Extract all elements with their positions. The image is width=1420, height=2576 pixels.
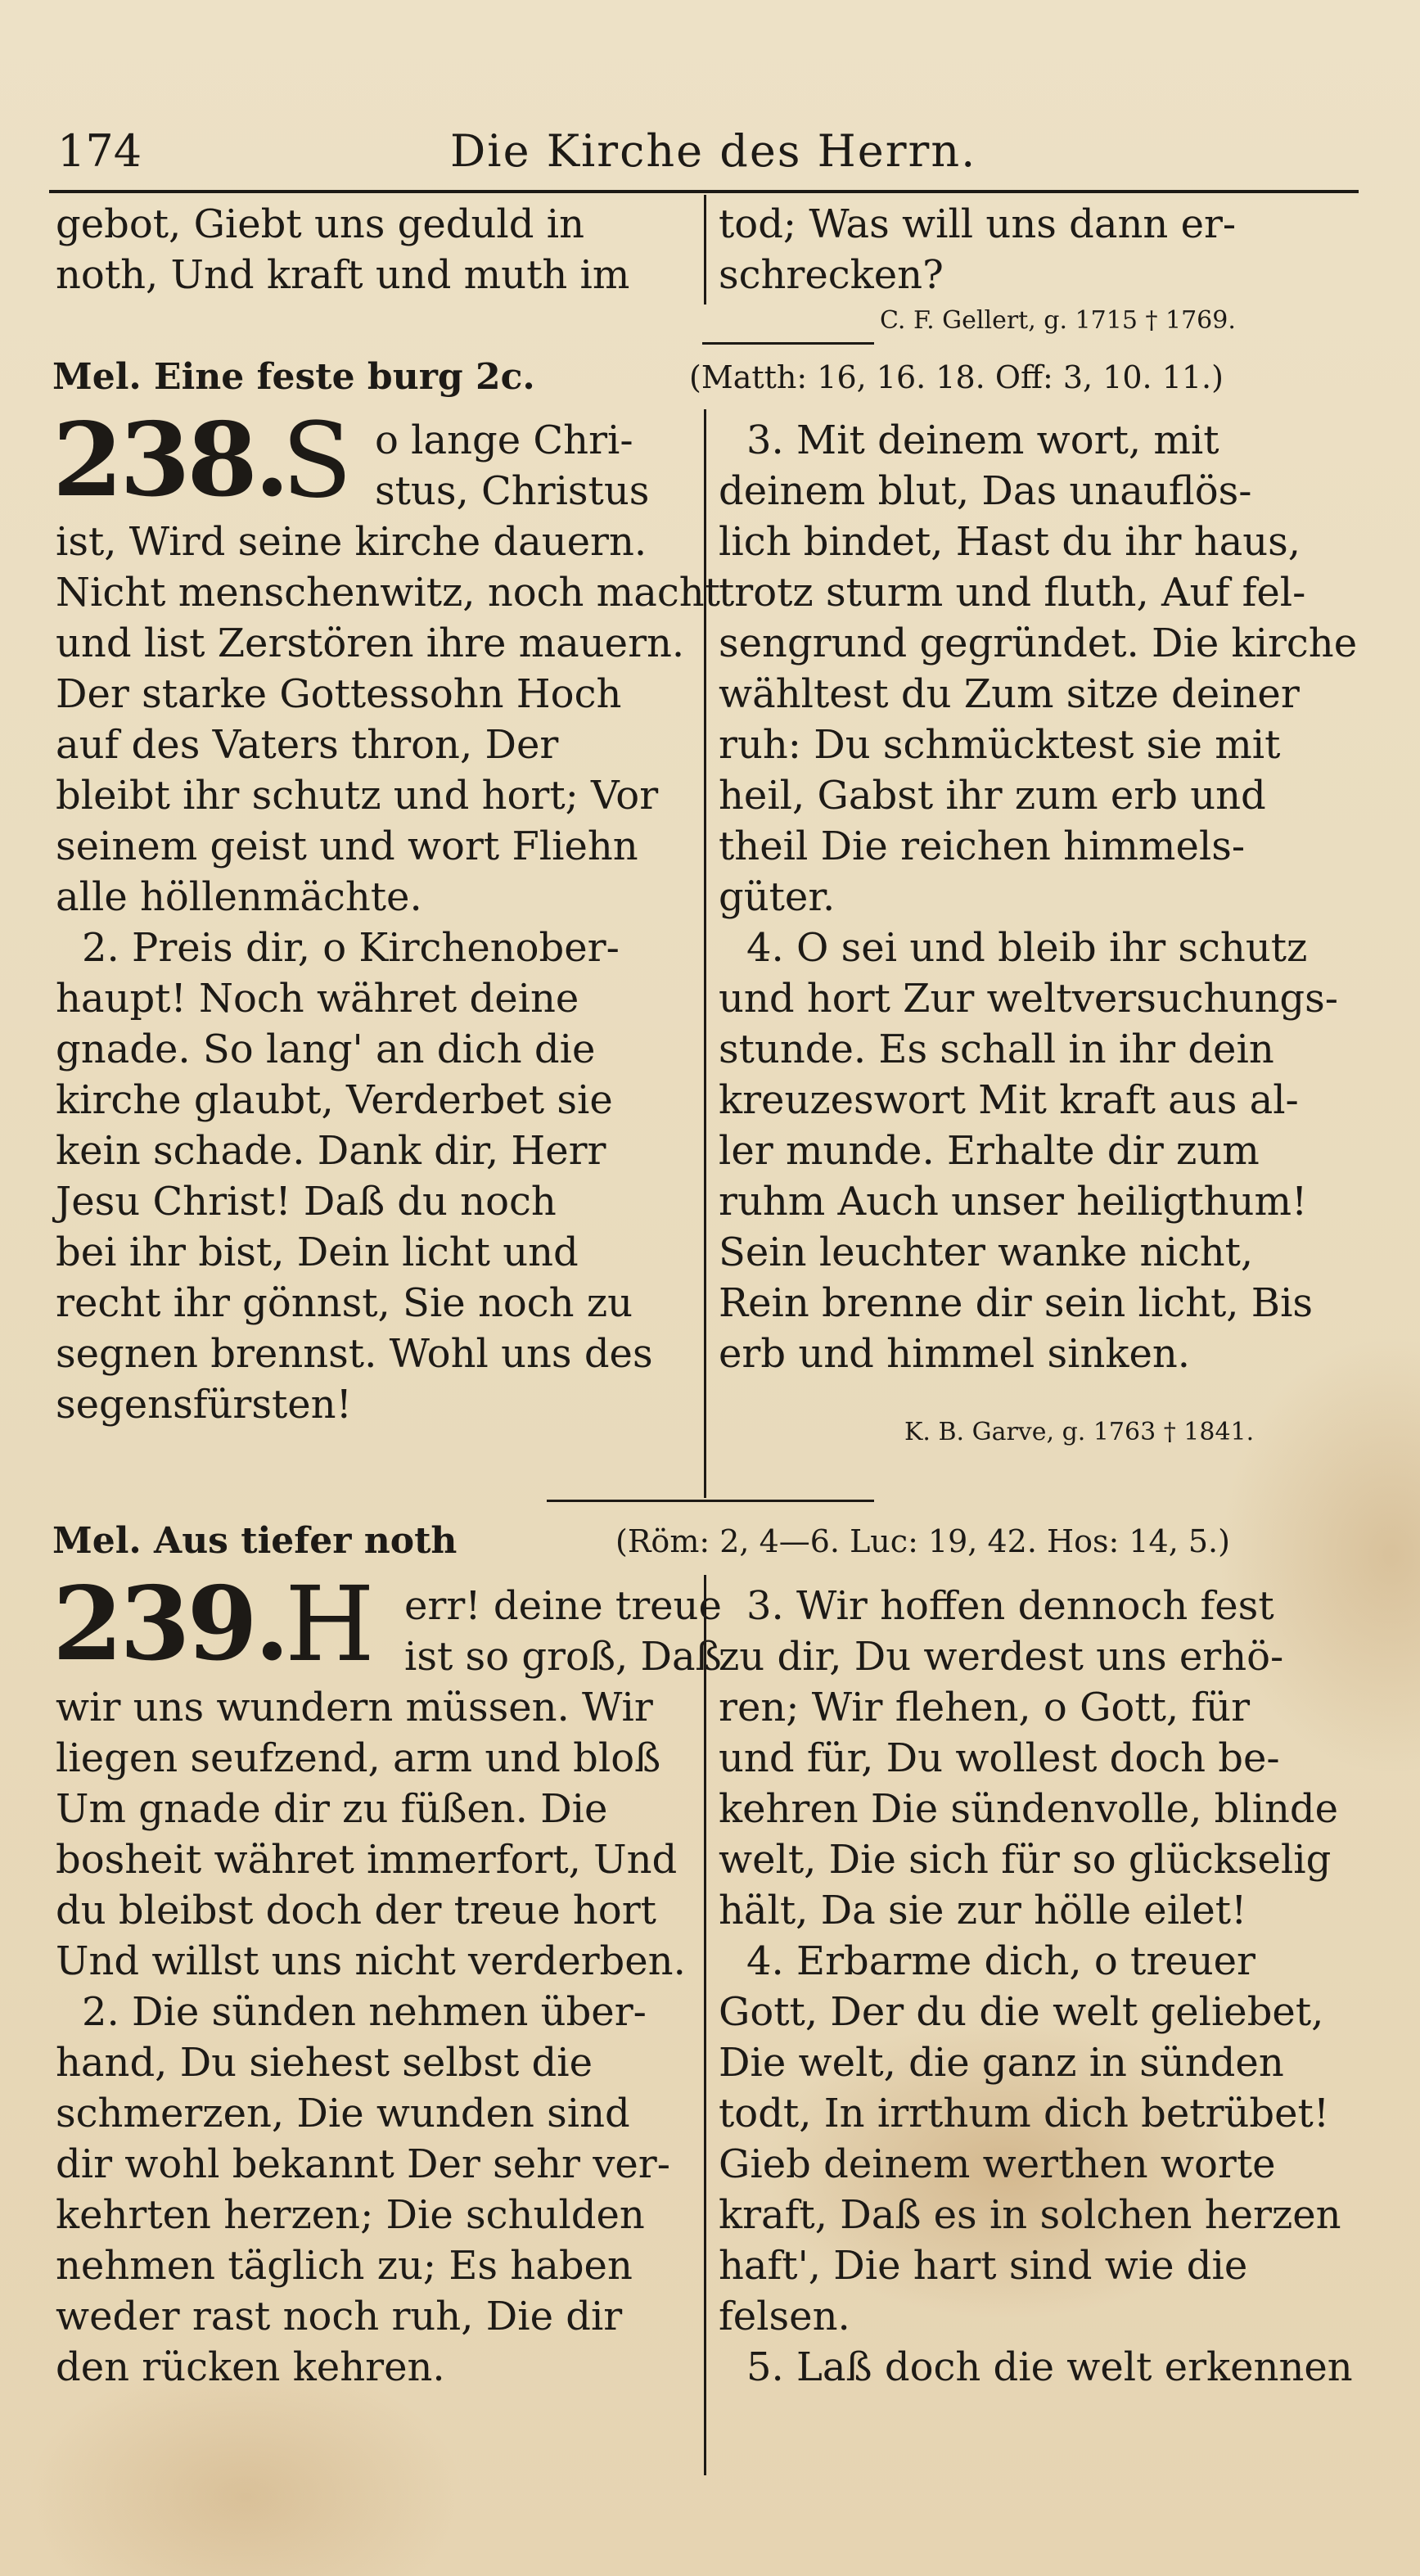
verse-line: Die welt, die ganz in sünden — [719, 2040, 1284, 2086]
verse-line: sengrund gegründet. Die kirche — [719, 620, 1358, 666]
verse-line: segensfürsten! — [56, 1382, 352, 1428]
verse-line: weder rast noch ruh, Die dir — [56, 2294, 623, 2339]
verse-line: bosheit währet immerfort, Und — [56, 1837, 678, 1883]
verse-line: recht ihr gönnst, Sie noch zu — [56, 1280, 633, 1326]
verse-line: 3. Mit deinem wort, mit — [746, 417, 1219, 463]
verse-line: o lange Chri- — [375, 417, 633, 463]
verse-line: ren; Wir flehen, o Gott, für — [719, 1685, 1251, 1730]
verse-line: ruhm Auch unser heiligthum! — [719, 1179, 1308, 1225]
verse-line: seinem geist und wort Fliehn — [56, 823, 638, 869]
verse-line: liegen seufzend, arm und bloß — [56, 1735, 661, 1781]
column-divider — [704, 195, 706, 305]
melody-indication: Mel. Eine feste burg 2c. — [52, 356, 535, 398]
verse-line: trotz sturm und fluth, Auf fel- — [719, 570, 1306, 616]
hymn-number: 238. — [52, 401, 287, 520]
verse-line: wir uns wundern müssen. Wir — [56, 1685, 653, 1730]
verse-line: auf des Vaters thron, Der — [56, 722, 559, 768]
verse-line: Und willst uns nicht verderben. — [56, 1938, 686, 1984]
verse-line: felsen. — [719, 2294, 850, 2339]
verse-line: Nicht menschenwitz, noch macht — [56, 570, 720, 616]
verse-line: Gott, Der du die welt geliebet, — [719, 1989, 1324, 2035]
verse-line: schmerzen, Die wunden sind — [56, 2091, 630, 2136]
verse-line: 2. Preis dir, o Kirchenober- — [82, 925, 620, 971]
verse-line: zu dir, Du werdest uns erhö- — [719, 1634, 1284, 1680]
verse-line: haft', Die hart sind wie die — [719, 2243, 1248, 2289]
verse-line: segnen brennst. Wohl uns des — [56, 1331, 653, 1377]
verse-line: hand, Du siehest selbst die — [56, 2040, 593, 2086]
header-rule — [49, 190, 1359, 193]
verse-line: lich bindet, Hast du ihr haus, — [719, 519, 1301, 565]
verse-line: Sein leuchter wanke nicht, — [719, 1229, 1254, 1275]
verse-line: ruh: Du schmücktest sie mit — [719, 722, 1281, 768]
drop-cap: S — [282, 400, 353, 521]
author-attribution: K. B. Garve, g. 1763 † 1841. — [904, 1418, 1255, 1446]
verse-line: und list Zerstören ihre mauern. — [56, 620, 685, 666]
verse-line: 4. O sei und bleib ihr schutz — [746, 925, 1308, 971]
verse-line: kraft, Daß es in solchen herzen — [719, 2192, 1341, 2238]
verse-line: bleibt ihr schutz und hort; Vor — [56, 773, 659, 819]
verse-line: welt, Die sich für so glückselig — [719, 1837, 1332, 1883]
verse-line: Rein brenne dir sein licht, Bis — [719, 1280, 1314, 1326]
verse-line: güter. — [719, 874, 836, 920]
verse-line: und hort Zur weltversuchungs- — [719, 976, 1338, 1022]
verse-line: du bleibst doch der treue hort — [56, 1888, 656, 1933]
verse-line: 5. Laß doch die welt erkennen — [746, 2344, 1353, 2390]
verse-line: kirche glaubt, Verderbet sie — [56, 1077, 613, 1123]
page-header — [49, 123, 1359, 180]
verse-line: 2. Die sünden nehmen über- — [82, 1989, 647, 2035]
column-divider — [704, 1575, 706, 2475]
continuation-line: tod; Was will uns dann er- — [719, 201, 1237, 247]
verse-line: nehmen täglich zu; Es haben — [56, 2243, 633, 2289]
verse-line: theil Die reichen himmels- — [719, 823, 1246, 869]
running-title: Die Kirche des Herrn. — [450, 125, 977, 177]
verse-line: hält, Da sie zur hölle eilet! — [719, 1888, 1247, 1933]
author-attribution: C. F. Gellert, g. 1715 † 1769. — [880, 306, 1236, 335]
verse-line: gnade. So lang' an dich die — [56, 1026, 596, 1072]
verse-line: stus, Christus — [375, 468, 650, 514]
verse-line: kreuzeswort Mit kraft aus al- — [719, 1077, 1299, 1123]
verse-line: Jesu Christ! Daß du noch — [56, 1179, 557, 1225]
verse-line: und für, Du wollest doch be- — [719, 1735, 1280, 1781]
verse-line: den rücken kehren. — [56, 2344, 445, 2390]
drop-cap: H — [285, 1564, 375, 1685]
verse-line: kehrten herzen; Die schulden — [56, 2192, 645, 2238]
verse-line: stunde. Es schall in ihr dein — [719, 1026, 1274, 1072]
verse-line: kein schade. Dank dir, Herr — [56, 1128, 606, 1174]
verse-line: Um gnade dir zu füßen. Die — [56, 1786, 608, 1832]
page-number: 174 — [57, 125, 142, 177]
continuation-line: gebot, Giebt uns geduld in — [56, 201, 585, 247]
hymn-number: 239. — [52, 1565, 287, 1684]
verse-line: haupt! Noch währet deine — [56, 976, 579, 1022]
verse-line: ler munde. Erhalte dir zum — [719, 1128, 1260, 1174]
verse-line: Der starke Gottessohn Hoch — [56, 671, 622, 717]
verse-line: bei ihr bist, Dein licht und — [56, 1229, 579, 1275]
verse-line: deinem blut, Das unauflös- — [719, 468, 1252, 514]
section-rule — [702, 342, 874, 345]
verse-line: alle höllenmächte. — [56, 874, 422, 920]
verse-line: 4. Erbarme dich, o treuer — [746, 1938, 1255, 1984]
melody-indication: Mel. Aus tiefer noth — [52, 1520, 458, 1562]
verse-line: heil, Gabst ihr zum erb und — [719, 773, 1266, 819]
verse-line: kehren Die sündenvolle, blinde — [719, 1786, 1339, 1832]
section-rule — [547, 1500, 874, 1502]
verse-line: ist, Wird seine kirche dauern. — [56, 519, 647, 565]
verse-line: Gieb deinem werthen worte — [719, 2141, 1276, 2187]
continuation-line: schrecken? — [719, 252, 944, 298]
verse-line: ist so groß, Daß — [404, 1634, 722, 1680]
verse-line: err! deine treue — [404, 1583, 722, 1629]
verse-line: wähltest du Zum sitze deiner — [719, 671, 1300, 717]
verse-line: erb und himmel sinken. — [719, 1331, 1191, 1377]
verse-line: 3. Wir hoffen dennoch fest — [746, 1583, 1274, 1629]
verse-line: todt, In irrthum dich betrübet! — [719, 2091, 1330, 2136]
scripture-reference: (Matth: 16, 16. 18. Off: 3, 10. 11.) — [689, 359, 1224, 395]
continuation-line: noth, Und kraft und muth im — [56, 252, 630, 298]
verse-line: dir wohl bekannt Der sehr ver- — [56, 2141, 670, 2187]
scripture-reference: (Röm: 2, 4—6. Luc: 19, 42. Hos: 14, 5.) — [615, 1523, 1230, 1559]
